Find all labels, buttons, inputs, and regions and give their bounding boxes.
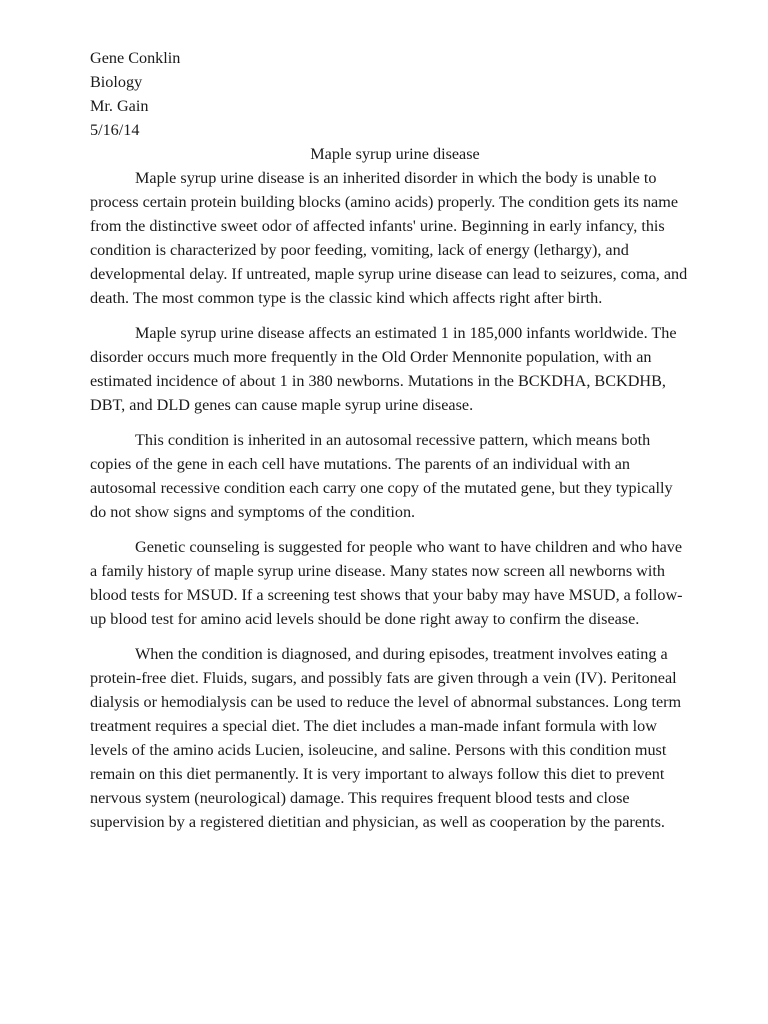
teacher-line: Mr. Gain	[90, 97, 149, 115]
header-block	[90, 46, 690, 142]
paragraph-3: This condition is inherited in an autosomal recessive pattern, which means both copies of the gene in each cell have mutations. The parents of an individual with an autosomal recessive condition each carry one copy of the mutated gene, but they typically do not show signs and symptoms of the condition.	[90, 431, 673, 521]
document-title: Maple syrup urine disease	[310, 145, 480, 163]
author-name: Gene Conklin	[90, 49, 181, 67]
body-text	[90, 166, 690, 834]
paragraph-4: Genetic counseling is suggested for people who want to have children and who have a family history of maple syrup urine disease. Many states now screen all newborns with blood tests for MSUD. If a screening test shows that your baby may have MSUD, a follow-up blood test for amino acid levels should be done right away to confirm the disease.	[90, 538, 683, 628]
paragraph-5: When the condition is diagnosed, and during episodes, treatment involves eating a protein-free diet. Fluids, sugars, and possibly fats are given through a vein (IV). Peritoneal dialysis or hemodialysis can be used to reduce the level of abnormal substances. Long term treatment requires a special diet. The diet includes a man-made infant formula with low levels of the amino acids Lucien, isoleucine, and saline. Persons with this condition must remain on this diet permanently. It is very important to always follow this diet to prevent nervous system (neurological) damage. This requires frequent blood tests and close supervision by a registered dietitian and physician, as well as cooperation by the parents.	[90, 645, 682, 831]
paragraph-1: Maple syrup urine disease is an inherited disorder in which the body is unable to process certain protein building blocks (amino acids) properly. The condition gets its name from the distinctive sweet odor of affected infants' urine. Beginning in early infancy, this condition is characterized by poor feeding, vomiting, lack of energy (lethargy), and developmental delay. If untreated, maple syrup urine disease can lead to seizures, coma, and death. The most common type is the classic kind which affects right after birth.	[90, 169, 688, 307]
paragraph-2: Maple syrup urine disease affects an estimated 1 in 185,000 infants worldwide. The disorder occurs much more frequently in the Old Order Mennonite population, with an estimated incidence of about 1 in 380 newborns. Mutations in the BCKDHA, BCKDHB, DBT, and DLD genes can cause maple syrup urine disease.	[90, 324, 677, 414]
document-page	[90, 46, 690, 845]
subject-line: Biology	[90, 73, 143, 91]
date-line: 5/16/14	[90, 121, 140, 139]
